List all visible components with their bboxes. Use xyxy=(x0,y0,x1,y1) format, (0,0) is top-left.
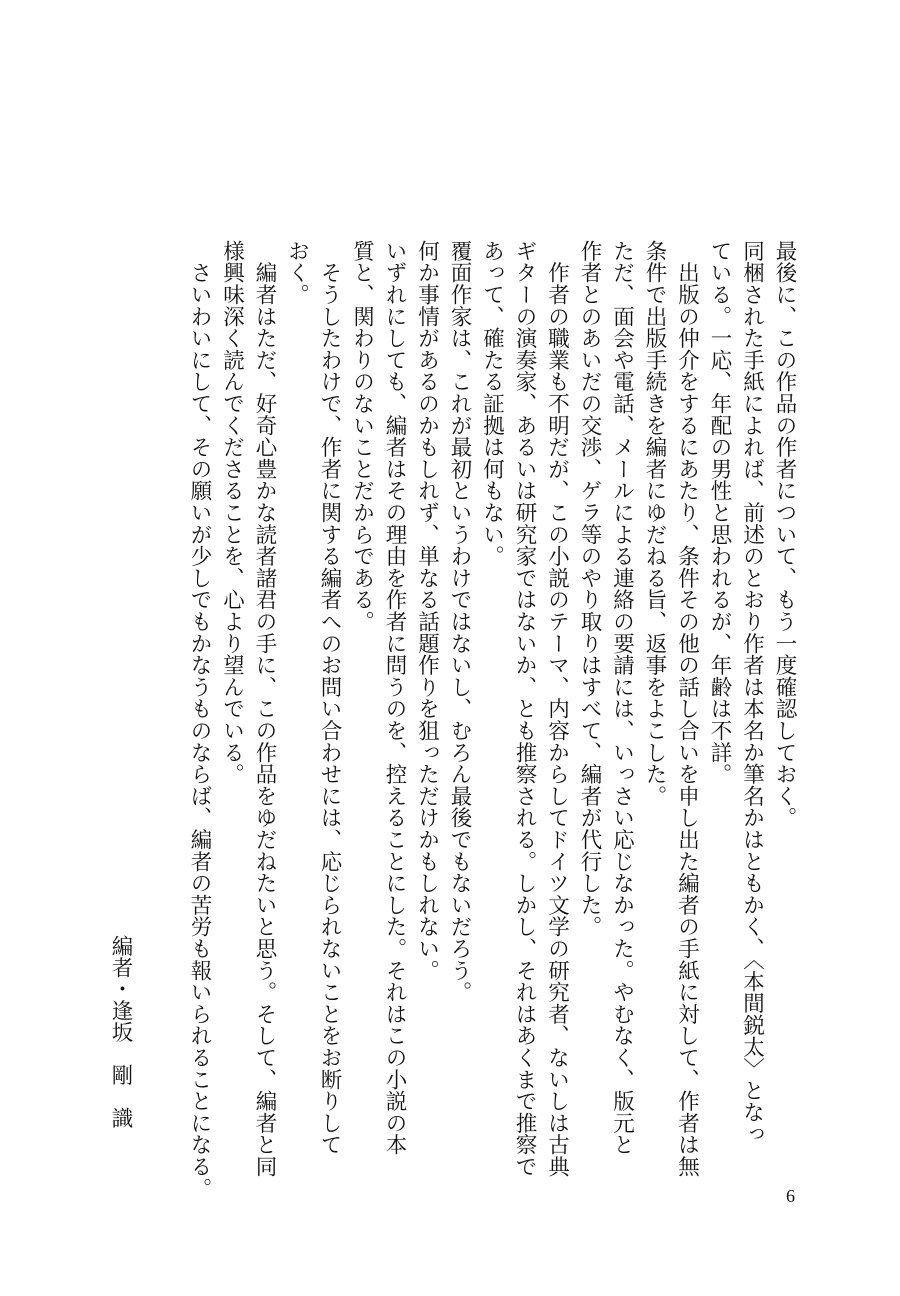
text-line: 条件で出版手続きを編者にゆだねる旨、返事をよこした。 xyxy=(642,240,667,807)
text-line: 質と、関わりのないことだからである。 xyxy=(349,240,375,633)
text-line: ている。一応、年配の男性と思われるが、年齢は不詳。 xyxy=(707,240,732,785)
text-line: 様興味深く読んでくださることを、心より望んでいる。 xyxy=(219,240,245,785)
text-line: いずれにしても、編者はその理由を作者に問うのを、控えることにした。それはこの小説の本 xyxy=(382,240,407,1156)
text-line: おく。 xyxy=(284,240,310,306)
text-line: 同梱された手紙によれば、前述のとおり作者は本名か筆名かはともかく、〈本間鋭太〉となっ xyxy=(739,240,765,1145)
text-line: 最後に、この作品の作者について、もう一度確認しておく。 xyxy=(772,240,797,829)
text-line: さいわいにして、その願いが少しでもかなうものならば、編者の苦労も報いられることになる。 xyxy=(187,240,212,1200)
author-signature: 編者・逢坂 剛 識 xyxy=(108,935,133,1129)
body-text xyxy=(160,240,800,1200)
page-number: 6 xyxy=(786,1186,795,1206)
text-line: 覆面作家は、これが最初というわけではないし、むろん最後でもないだろう。 xyxy=(447,240,472,1003)
text-line: ただ、面会や電話、メールによる連絡の要請には、いっさい応じなかった。やむなく、版元と xyxy=(609,240,635,1156)
text-line: 作者とのあいだの交渉、ゲラ等のやり取りはすべて、編者が代行した。 xyxy=(577,240,602,938)
text-line: そうしたわけで、作者に関する編者へのお問い合わせには、応じられないことをお断りして xyxy=(317,240,342,1156)
text-line: あって、確たる証拠は何もない。 xyxy=(479,240,505,567)
text-line: 編者はただ、好奇心豊かな読者諸君の手に、この作品をゆだねたいと思う。そして、編者と同 xyxy=(252,240,277,1178)
text-line: 作者の職業も不明だが、この小説のテーマ、内容からしてドイツ文学の研究者、ないしは古典 xyxy=(544,240,570,1178)
text-line: ギターの演奏家、あるいは研究家ではないか、とも推察される。しかし、それはあくまで推察で xyxy=(512,240,537,1178)
text-line: 何か事情があるのかもしれず、単なる話題作りを狙っただけかもしれない。 xyxy=(414,240,440,982)
text-line: 出版の仲介をするにあたり、条件その他の話し合いを申し出た編者の手紙に対して、作者は無 xyxy=(674,240,700,1178)
